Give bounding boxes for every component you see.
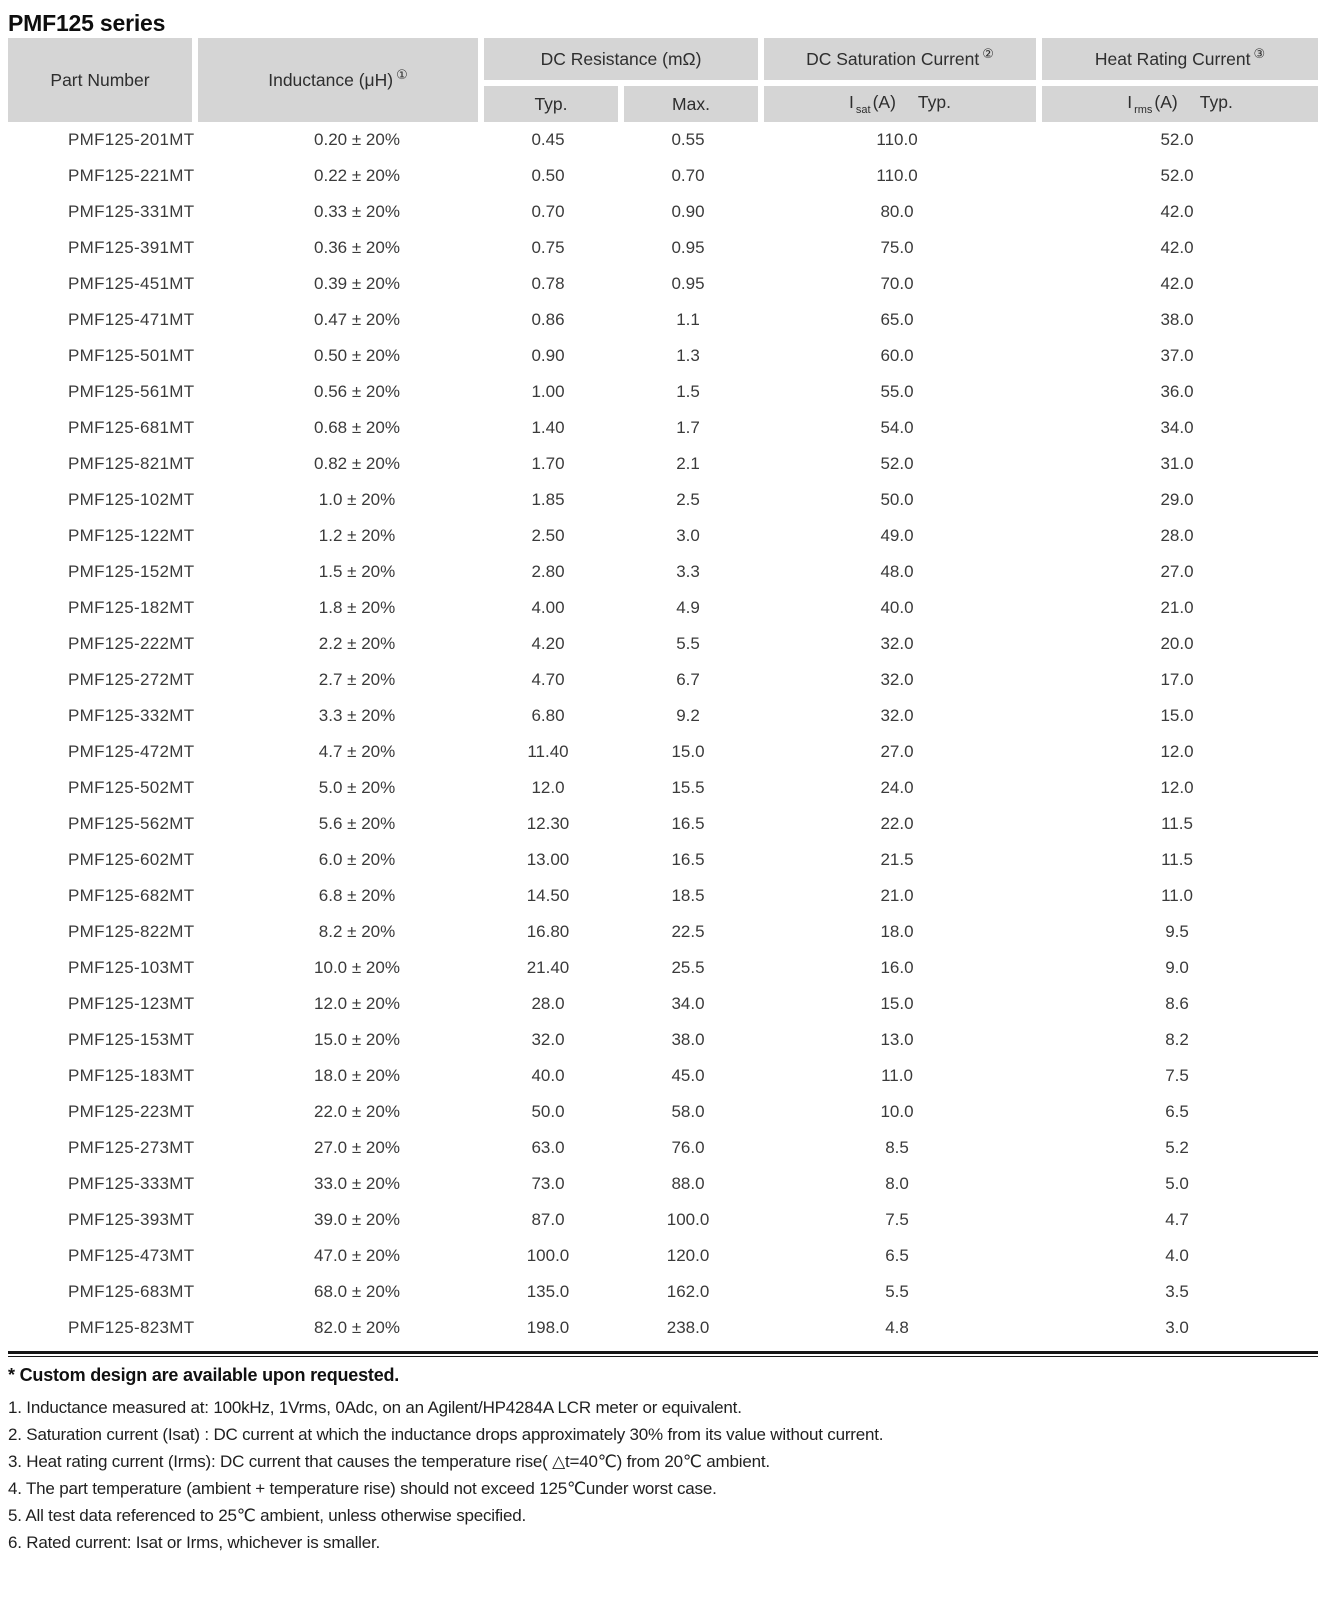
- table-row: [8, 1274, 1318, 1310]
- table-row: [8, 986, 1318, 1022]
- inductance-cell: 3.3 ± 20%: [318, 706, 396, 725]
- saturation-current-cell: 15.0: [880, 994, 914, 1013]
- inductance-cell: 0.33 ± 20%: [314, 202, 400, 221]
- resistance-typ-cell: 0.75: [531, 238, 565, 257]
- table-row: [8, 914, 1318, 950]
- part-number-cell: PMF125-273MT: [68, 1138, 195, 1157]
- isat-symbol: I: [849, 92, 854, 113]
- irms-subscript: rms: [1134, 103, 1153, 116]
- saturation-current-cell: 27.0: [880, 742, 914, 761]
- saturation-current-cell: 80.0: [880, 202, 914, 221]
- resistance-max-cell: 25.5: [671, 958, 705, 977]
- saturation-current-cell: 4.8: [885, 1318, 909, 1337]
- heat-rating-current-cell: 9.5: [1165, 922, 1189, 941]
- saturation-current-cell: 52.0: [880, 454, 914, 473]
- heat-rating-current-cell: 38.0: [1160, 310, 1194, 329]
- resistance-max-cell: 88.0: [671, 1174, 705, 1193]
- inductance-cell: 5.0 ± 20%: [318, 778, 396, 797]
- resistance-max-cell: 15.0: [671, 742, 705, 761]
- inductance-cell: 0.39 ± 20%: [314, 274, 400, 293]
- col-header-dc-resistance: [478, 38, 758, 80]
- resistance-max-cell: 1.1: [676, 310, 700, 329]
- table-row: [8, 1094, 1318, 1130]
- heat-rating-current-cell: 4.0: [1165, 1246, 1189, 1265]
- part-number-cell: PMF125-501MT: [68, 346, 195, 365]
- dc-saturation-label: DC Saturation Current: [806, 48, 980, 69]
- heat-rating-current-cell: 9.0: [1165, 958, 1189, 977]
- heat-rating-current-cell: 17.0: [1160, 670, 1194, 689]
- inductance-cell: 0.22 ± 20%: [314, 166, 400, 185]
- saturation-current-cell: 65.0: [880, 310, 914, 329]
- part-number-cell: PMF125-223MT: [68, 1102, 195, 1121]
- part-number-cell: PMF125-123MT: [68, 994, 195, 1013]
- resistance-typ-cell: 21.40: [526, 958, 570, 977]
- inductance-cell: 2.7 ± 20%: [318, 670, 396, 689]
- inductance-cell: 6.0 ± 20%: [318, 850, 396, 869]
- col-header-dc-saturation: [758, 38, 1036, 80]
- part-number-cell: PMF125-472MT: [68, 742, 195, 761]
- heat-rating-current-cell: 12.0: [1160, 742, 1194, 761]
- saturation-current-cell: 18.0: [880, 922, 914, 941]
- col-header-part-number: Part Number: [8, 38, 192, 122]
- inductance-cell: 0.68 ± 20%: [314, 418, 400, 437]
- custom-design-note: * Custom design are available upon requested.: [8, 1365, 400, 1385]
- resistance-max-cell: 1.3: [676, 346, 700, 365]
- saturation-current-cell: 22.0: [880, 814, 914, 833]
- saturation-current-cell: 32.0: [880, 670, 914, 689]
- resistance-typ-cell: 0.90: [531, 346, 565, 365]
- part-number-cell: PMF125-201MT: [68, 130, 195, 149]
- table-bottom-rule: [8, 1351, 1318, 1357]
- heat-rating-current-cell: 31.0: [1160, 454, 1194, 473]
- table-row: [8, 1166, 1318, 1202]
- table-row: [8, 338, 1318, 374]
- part-number-cell: PMF125-823MT: [68, 1318, 195, 1337]
- resistance-typ-cell: 14.50: [526, 886, 570, 905]
- table-row: [8, 446, 1318, 482]
- saturation-current-cell: 75.0: [880, 238, 914, 257]
- footnote-line: 5. All test data referenced to 25℃ ambient, unless otherwise specified.: [8, 1506, 527, 1525]
- heat-rating-current-cell: 11.5: [1161, 850, 1193, 869]
- part-number-cell: PMF125-471MT: [68, 310, 195, 329]
- table-row: [8, 1310, 1318, 1346]
- inductance-cell: 15.0 ± 20%: [314, 1030, 400, 1049]
- footnote-ref-3: ③: [1253, 45, 1266, 61]
- part-number-cell: PMF125-272MT: [68, 670, 195, 689]
- inductance-cell: 6.8 ± 20%: [318, 886, 396, 905]
- heat-rating-current-cell: 6.5: [1165, 1102, 1189, 1121]
- resistance-typ-cell: 12.30: [526, 814, 570, 833]
- part-number-cell: PMF125-391MT: [68, 238, 195, 257]
- saturation-current-cell: 55.0: [880, 382, 914, 401]
- table-row: [8, 626, 1318, 662]
- table-row: [8, 374, 1318, 410]
- inductance-cell: 8.2 ± 20%: [318, 922, 396, 941]
- part-number-cell: PMF125-682MT: [68, 886, 195, 905]
- heat-rating-current-cell: 7.5: [1165, 1066, 1189, 1085]
- resistance-typ-cell: 87.0: [531, 1210, 565, 1229]
- part-number-cell: PMF125-122MT: [68, 526, 195, 545]
- saturation-current-cell: 8.5: [885, 1138, 909, 1157]
- saturation-current-cell: 110.0: [876, 166, 918, 185]
- inductance-cell: 0.20 ± 20%: [314, 130, 400, 149]
- table-row: [8, 1058, 1318, 1094]
- heat-rating-current-cell: 8.6: [1165, 994, 1189, 1013]
- resistance-max-cell: 0.95: [671, 238, 705, 257]
- saturation-current-cell: 32.0: [880, 634, 914, 653]
- footnote-line: 6. Rated current: Isat or Irms, whichever is smaller.: [8, 1533, 381, 1552]
- resistance-max-cell: 38.0: [671, 1030, 705, 1049]
- part-number-cell: PMF125-221MT: [68, 166, 195, 185]
- inductance-cell: 1.5 ± 20%: [318, 562, 396, 581]
- page-title: PMF125 series: [8, 10, 166, 36]
- isat-subscript: sat: [855, 103, 871, 116]
- heat-rating-current-cell: 34.0: [1160, 418, 1194, 437]
- inductance-cell: 68.0 ± 20%: [314, 1282, 400, 1301]
- part-number-cell: PMF125-822MT: [68, 922, 195, 941]
- table-row: [8, 122, 1318, 158]
- resistance-typ-cell: 2.80: [531, 562, 565, 581]
- inductance-cell: 0.47 ± 20%: [314, 310, 400, 329]
- resistance-max-cell: 45.0: [671, 1066, 705, 1085]
- heat-rating-current-cell: 12.0: [1160, 778, 1194, 797]
- saturation-current-cell: 54.0: [880, 418, 914, 437]
- footnote-line: 2. Saturation current (Isat) : DC current at which the inductance drops approximately 30% from its value without current.: [8, 1425, 884, 1444]
- irms-symbol: I: [1127, 92, 1133, 113]
- resistance-max-cell: 3.3: [676, 562, 700, 581]
- table-row: [8, 734, 1318, 770]
- resistance-typ-cell: 63.0: [531, 1138, 565, 1157]
- resistance-max-cell: 22.5: [671, 922, 705, 941]
- spec-table-body: [8, 122, 1318, 1346]
- heat-rating-current-cell: 42.0: [1160, 238, 1194, 257]
- part-number-cell: PMF125-331MT: [68, 202, 195, 221]
- part-number-cell: PMF125-183MT: [68, 1066, 195, 1085]
- table-row: [8, 1238, 1318, 1274]
- table-row: [8, 554, 1318, 590]
- sub-header-resistance-typ: Typ.: [478, 80, 618, 122]
- resistance-typ-cell: 28.0: [531, 994, 565, 1013]
- part-number-cell: PMF125-681MT: [68, 418, 195, 437]
- resistance-max-cell: 238.0: [666, 1318, 710, 1337]
- dc-resistance-label: DC Resistance (mΩ): [540, 48, 702, 69]
- col-header-heat-rating: [1036, 38, 1318, 80]
- heat-rating-label: Heat Rating Current: [1094, 48, 1251, 69]
- spec-table-header: [8, 38, 1318, 122]
- heat-rating-current-cell: 4.7: [1165, 1210, 1189, 1229]
- inductance-cell: 4.7 ± 20%: [318, 742, 396, 761]
- resistance-typ-cell: 0.50: [531, 166, 565, 185]
- sub-header-isat-typ: [758, 80, 1036, 122]
- inductance-label: Inductance (μH): [268, 69, 394, 90]
- part-number-cell: PMF125-602MT: [68, 850, 195, 869]
- table-row: [8, 230, 1318, 266]
- table-row: [8, 590, 1318, 626]
- table-row: [8, 302, 1318, 338]
- inductance-cell: 82.0 ± 20%: [314, 1318, 400, 1337]
- part-number-cell: PMF125-333MT: [68, 1174, 195, 1193]
- saturation-current-cell: 6.5: [885, 1246, 909, 1265]
- heat-rating-current-cell: 11.5: [1161, 814, 1193, 833]
- inductance-cell: 39.0 ± 20%: [314, 1210, 400, 1229]
- part-number-cell: PMF125-152MT: [68, 562, 195, 581]
- footnotes: [8, 1394, 1318, 1556]
- resistance-max-cell: 6.7: [676, 670, 700, 689]
- resistance-max-cell: 4.9: [676, 598, 700, 617]
- saturation-current-cell: 10.0: [880, 1102, 914, 1121]
- saturation-current-cell: 16.0: [880, 958, 914, 977]
- part-number-cell: PMF125-502MT: [68, 778, 195, 797]
- table-row: [8, 842, 1318, 878]
- resistance-max-cell: 18.5: [671, 886, 705, 905]
- part-number-cell: PMF125-393MT: [68, 1210, 195, 1229]
- resistance-typ-cell: 6.80: [531, 706, 565, 725]
- footnote-line: 1. Inductance measured at: 100kHz, 1Vrms, 0Adc, on an Agilent/HP4284A LCR meter or equivalent.: [8, 1398, 742, 1417]
- saturation-current-cell: 21.0: [880, 886, 914, 905]
- heat-rating-current-cell: 28.0: [1160, 526, 1194, 545]
- resistance-typ-cell: 16.80: [526, 922, 570, 941]
- table-row: [8, 662, 1318, 698]
- heat-rating-current-cell: 20.0: [1160, 634, 1194, 653]
- col-header-inductance: [192, 38, 478, 122]
- spec-table: [8, 38, 1318, 1346]
- saturation-current-cell: 11.0: [881, 1066, 913, 1085]
- table-row: [8, 770, 1318, 806]
- saturation-current-cell: 40.0: [880, 598, 914, 617]
- heat-rating-current-cell: 52.0: [1160, 130, 1194, 149]
- irms-unit: (A): [1154, 92, 1178, 113]
- resistance-typ-cell: 4.00: [531, 598, 565, 617]
- inductance-cell: 10.0 ± 20%: [314, 958, 400, 977]
- heat-rating-current-cell: 3.5: [1165, 1282, 1189, 1301]
- resistance-max-cell: 100.0: [666, 1210, 710, 1229]
- resistance-max-cell: 1.5: [676, 382, 700, 401]
- inductance-cell: 1.0 ± 20%: [318, 490, 396, 509]
- saturation-current-cell: 21.5: [880, 850, 914, 869]
- inductance-cell: 2.2 ± 20%: [318, 634, 396, 653]
- resistance-typ-cell: 135.0: [526, 1282, 570, 1301]
- resistance-max-cell: 76.0: [671, 1138, 705, 1157]
- resistance-typ-cell: 32.0: [531, 1030, 565, 1049]
- resistance-typ-cell: 1.85: [531, 490, 565, 509]
- resistance-max-cell: 162.0: [666, 1282, 710, 1301]
- inductance-cell: 0.56 ± 20%: [314, 382, 400, 401]
- footnote-line: 4. The part temperature (ambient + temperature rise) should not exceed 125℃under worst case.: [8, 1479, 717, 1498]
- saturation-current-cell: 110.0: [876, 130, 918, 149]
- isat-unit: (A): [872, 92, 896, 113]
- footnote-line: 3. Heat rating current (Irms): DC current that causes the temperature rise( △t=40℃) from 20℃ ambient.: [8, 1452, 770, 1471]
- resistance-max-cell: 0.70: [671, 166, 705, 185]
- table-row: [8, 806, 1318, 842]
- table-row: [8, 1202, 1318, 1238]
- resistance-typ-cell: 4.70: [531, 670, 565, 689]
- resistance-max-cell: 34.0: [671, 994, 705, 1013]
- part-number-cell: PMF125-332MT: [68, 706, 195, 725]
- resistance-typ-cell: 100.0: [526, 1246, 570, 1265]
- table-row: [8, 266, 1318, 302]
- resistance-max-cell: 3.0: [676, 526, 700, 545]
- heat-rating-current-cell: 37.0: [1160, 346, 1194, 365]
- saturation-current-cell: 48.0: [880, 562, 914, 581]
- heat-rating-current-cell: 15.0: [1160, 706, 1194, 725]
- resistance-max-cell: 0.90: [671, 202, 705, 221]
- resistance-max-cell: 2.5: [676, 490, 700, 509]
- part-number-cell: PMF125-821MT: [68, 454, 195, 473]
- inductance-cell: 1.8 ± 20%: [318, 598, 396, 617]
- inductance-cell: 0.50 ± 20%: [314, 346, 400, 365]
- table-row: [8, 1130, 1318, 1166]
- saturation-current-cell: 60.0: [880, 346, 914, 365]
- irms-typ-label: Typ.: [1199, 92, 1233, 113]
- saturation-current-cell: 32.0: [880, 706, 914, 725]
- resistance-max-cell: 2.1: [676, 454, 700, 473]
- saturation-current-cell: 70.0: [880, 274, 914, 293]
- heat-rating-current-cell: 52.0: [1160, 166, 1194, 185]
- footnote-ref-2: ②: [982, 45, 994, 61]
- saturation-current-cell: 49.0: [880, 526, 914, 545]
- table-row: [8, 158, 1318, 194]
- heat-rating-current-cell: 42.0: [1160, 274, 1194, 293]
- inductance-cell: 47.0 ± 20%: [314, 1246, 400, 1265]
- resistance-typ-cell: 0.86: [531, 310, 565, 329]
- inductance-cell: 33.0 ± 20%: [314, 1174, 400, 1193]
- resistance-typ-cell: 12.0: [531, 778, 565, 797]
- part-number-cell: PMF125-222MT: [68, 634, 195, 653]
- resistance-max-cell: 120.0: [666, 1246, 710, 1265]
- resistance-max-cell: 1.7: [676, 418, 700, 437]
- part-number-cell: PMF125-562MT: [68, 814, 195, 833]
- sub-header-resistance-max: Max.: [618, 80, 758, 122]
- resistance-max-cell: 5.5: [676, 634, 700, 653]
- saturation-current-cell: 50.0: [880, 490, 914, 509]
- heat-rating-current-cell: 21.0: [1160, 598, 1194, 617]
- table-row: [8, 878, 1318, 914]
- table-row: [8, 698, 1318, 734]
- inductance-cell: 18.0 ± 20%: [314, 1066, 400, 1085]
- resistance-typ-cell: 11.40: [527, 742, 569, 761]
- heat-rating-current-cell: 5.0: [1165, 1174, 1189, 1193]
- part-number-cell: PMF125-153MT: [68, 1030, 195, 1049]
- part-number-cell: PMF125-473MT: [68, 1246, 195, 1265]
- resistance-typ-cell: 4.20: [531, 634, 565, 653]
- resistance-typ-cell: 0.45: [531, 130, 565, 149]
- part-number-cell: PMF125-182MT: [68, 598, 195, 617]
- resistance-max-cell: 15.5: [671, 778, 705, 797]
- resistance-typ-cell: 40.0: [531, 1066, 565, 1085]
- part-number-cell: PMF125-451MT: [68, 274, 195, 293]
- heat-rating-current-cell: 36.0: [1160, 382, 1194, 401]
- inductance-cell: 0.82 ± 20%: [314, 454, 400, 473]
- inductance-cell: 12.0 ± 20%: [314, 994, 400, 1013]
- table-row: [8, 1022, 1318, 1058]
- resistance-max-cell: 58.0: [671, 1102, 705, 1121]
- heat-rating-current-cell: 5.2: [1165, 1138, 1189, 1157]
- inductance-cell: 0.36 ± 20%: [314, 238, 400, 257]
- resistance-typ-cell: 1.70: [531, 454, 565, 473]
- resistance-max-cell: 0.95: [671, 274, 705, 293]
- part-number-cell: PMF125-103MT: [68, 958, 195, 977]
- table-row: [8, 482, 1318, 518]
- heat-rating-current-cell: 27.0: [1160, 562, 1194, 581]
- inductance-cell: 22.0 ± 20%: [314, 1102, 400, 1121]
- resistance-max-cell: 9.2: [676, 706, 700, 725]
- table-row: [8, 950, 1318, 986]
- saturation-current-cell: 5.5: [885, 1282, 909, 1301]
- saturation-current-cell: 13.0: [880, 1030, 914, 1049]
- part-number-cell: PMF125-683MT: [68, 1282, 195, 1301]
- table-row: [8, 410, 1318, 446]
- resistance-max-cell: 0.55: [671, 130, 705, 149]
- inductance-cell: 1.2 ± 20%: [318, 526, 396, 545]
- inductance-cell: 5.6 ± 20%: [318, 814, 396, 833]
- resistance-typ-cell: 1.40: [531, 418, 565, 437]
- resistance-typ-cell: 13.00: [526, 850, 570, 869]
- table-row: [8, 194, 1318, 230]
- saturation-current-cell: 7.5: [885, 1210, 909, 1229]
- heat-rating-current-cell: 29.0: [1160, 490, 1194, 509]
- resistance-max-cell: 16.5: [671, 850, 705, 869]
- resistance-typ-cell: 198.0: [526, 1318, 570, 1337]
- heat-rating-current-cell: 11.0: [1161, 886, 1193, 905]
- heat-rating-current-cell: 3.0: [1165, 1318, 1189, 1337]
- part-number-cell: PMF125-561MT: [68, 382, 195, 401]
- part-number-cell: PMF125-102MT: [68, 490, 195, 509]
- heat-rating-current-cell: 8.2: [1165, 1030, 1189, 1049]
- resistance-typ-cell: 2.50: [531, 526, 565, 545]
- resistance-typ-cell: 1.00: [531, 382, 565, 401]
- resistance-typ-cell: 50.0: [531, 1102, 565, 1121]
- resistance-typ-cell: 0.78: [531, 274, 565, 293]
- footnote-ref-1: ①: [396, 66, 408, 82]
- sub-header-irms-typ: [1036, 80, 1318, 122]
- resistance-typ-cell: 73.0: [531, 1174, 565, 1193]
- table-row: [8, 518, 1318, 554]
- heat-rating-current-cell: 42.0: [1160, 202, 1194, 221]
- isat-typ-label: Typ.: [917, 92, 951, 113]
- saturation-current-cell: 8.0: [885, 1174, 909, 1193]
- resistance-max-cell: 16.5: [671, 814, 705, 833]
- saturation-current-cell: 24.0: [880, 778, 914, 797]
- inductance-cell: 27.0 ± 20%: [314, 1138, 400, 1157]
- resistance-typ-cell: 0.70: [531, 202, 565, 221]
